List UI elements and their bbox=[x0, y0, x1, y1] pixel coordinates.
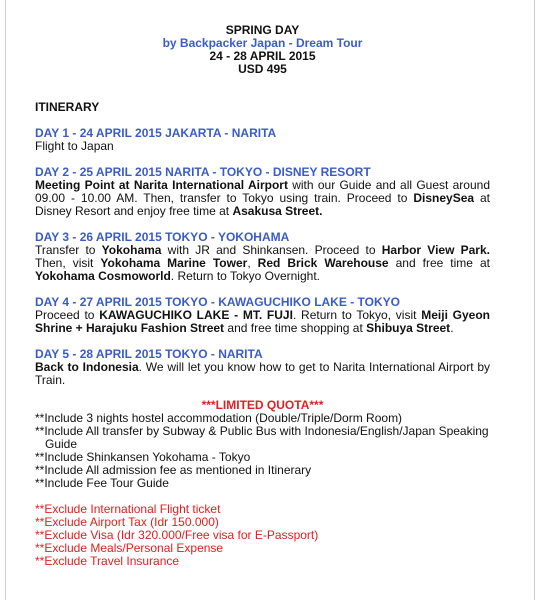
description-text: . Return to Tokyo Overnight. bbox=[170, 269, 320, 283]
description-text: at Disney Resort and enjoy free time at bbox=[35, 191, 491, 218]
highlight-text: Yokohama Cosmoworld bbox=[35, 269, 171, 283]
day-description bbox=[35, 140, 490, 153]
limited-quota-label: ***LIMITED QUOTA*** bbox=[201, 398, 324, 412]
highlight-text: Yokohama bbox=[101, 243, 162, 257]
highlight-text: Back to Indonesia bbox=[35, 360, 139, 374]
tour-dates: 24 - 28 APRIL 2015 bbox=[209, 49, 316, 63]
tour-title: SPRING DAY bbox=[225, 23, 300, 37]
itinerary-day bbox=[35, 296, 490, 335]
highlight-text: Meeting Point at Narita International Airport bbox=[35, 178, 288, 192]
description-text: . Return to Tokyo, visit bbox=[292, 308, 422, 322]
exclude-item: **Exclude International Flight ticket bbox=[35, 502, 221, 516]
itinerary-day bbox=[35, 166, 490, 218]
include-item: **Include All transfer by Subway & Public Bus with Indonesia/English/Japan Speaking Guide bbox=[35, 424, 489, 451]
description-text: . bbox=[450, 321, 454, 335]
day-heading: DAY 5 - 28 APRIL 2015 TOKYO - NARITA bbox=[35, 347, 263, 361]
description-text: and free time shopping at bbox=[224, 321, 367, 335]
exclude-item: **Exclude Airport Tax (Idr 150.000) bbox=[35, 515, 219, 529]
itinerary-day bbox=[35, 348, 490, 387]
itinerary-day bbox=[35, 127, 490, 153]
description-text: and free time at bbox=[388, 256, 490, 270]
description-text: , bbox=[247, 256, 258, 270]
include-item: **Include 3 nights hostel accommodation (Double/Triple/Dorm Room) bbox=[35, 411, 403, 425]
day-description bbox=[35, 309, 490, 335]
exclude-item: **Exclude Travel Insurance bbox=[35, 554, 180, 568]
include-item: **Include Fee Tour Guide bbox=[35, 476, 169, 490]
highlight-text: Meiji Gyeon Shrine + Harajuku Fashion Street bbox=[35, 308, 491, 335]
description-text: with JR and Shinkansen. Proceed to bbox=[161, 243, 382, 257]
include-item: **Include Shinkansen Yokohama - Tokyo bbox=[35, 450, 251, 464]
exclude-item: **Exclude Meals/Personal Expense bbox=[35, 541, 224, 555]
day-description bbox=[35, 244, 490, 283]
itinerary-heading: ITINERARY bbox=[35, 100, 100, 114]
tour-subtitle: by Backpacker Japan - Dream Tour bbox=[162, 36, 363, 50]
document-page bbox=[5, 0, 535, 600]
highlight-text: Shibuya Street bbox=[366, 321, 451, 335]
day-heading: DAY 4 - 27 APRIL 2015 TOKYO - KAWAGUCHIKO LAKE - TOKYO bbox=[35, 295, 400, 309]
day-heading: DAY 2 - 25 APRIL 2015 NARITA - TOKYO - DISNEY RESORT bbox=[35, 165, 371, 179]
description-text: . We will let you know how to get to Narita International Airport by Train. bbox=[35, 360, 491, 387]
day-heading: DAY 3 - 26 APRIL 2015 TOKYO - YOKOHAMA bbox=[35, 230, 290, 244]
includes-list bbox=[35, 412, 490, 490]
highlight-text: Asakusa Street. bbox=[232, 204, 323, 218]
description-text: Proceed to bbox=[35, 308, 100, 322]
highlight-text: KAWAGUCHIKO LAKE - MT. FUJI bbox=[99, 308, 293, 322]
tour-price: USD 495 bbox=[238, 62, 287, 76]
include-item: **Include All admission fee as mentioned in Itinerary bbox=[35, 463, 312, 477]
description-text: Transfer to bbox=[35, 243, 102, 257]
description-text: with our Guide and all Guest around 09.00 - 10.00 AM. Then, transfer to Tokyo using train. Proceed to bbox=[35, 178, 490, 205]
document-content bbox=[35, 24, 490, 568]
highlight-text: Harbor View Park. bbox=[381, 243, 490, 257]
itinerary-day bbox=[35, 231, 490, 283]
day-heading: DAY 1 - 24 APRIL 2015 JAKARTA - NARITA bbox=[35, 126, 277, 140]
excludes-list bbox=[35, 503, 490, 568]
day-description bbox=[35, 179, 490, 218]
highlight-text: Yokohama Marine Tower bbox=[100, 256, 248, 270]
highlight-text: DisneySea bbox=[413, 191, 475, 205]
tour-header bbox=[35, 24, 490, 76]
exclude-item: **Exclude Visa (Idr 320.000/Free visa for E-Passport) bbox=[35, 528, 319, 542]
description-text: Then, visit bbox=[35, 256, 101, 270]
highlight-text: Red Brick Warehouse bbox=[257, 256, 389, 270]
day-description bbox=[35, 361, 490, 387]
description-text: Flight to Japan bbox=[35, 139, 114, 153]
itinerary-days bbox=[35, 127, 490, 387]
